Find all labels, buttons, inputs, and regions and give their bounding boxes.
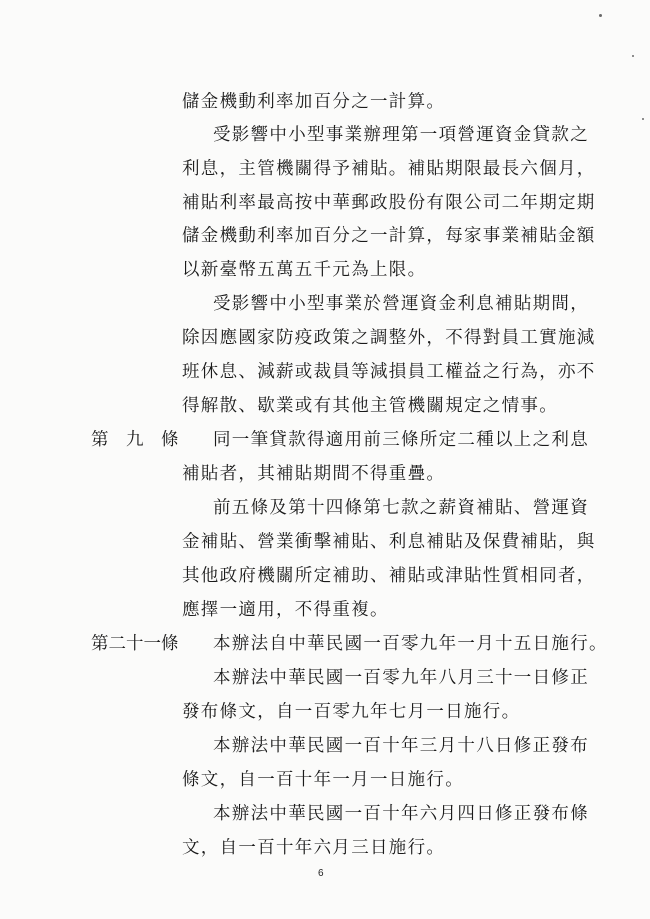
text-line-19: 發布條文，自一百零九年七月一日施行。 (182, 702, 521, 722)
text-line-20: 本辦法中華民國一百十年三月十八日修正發布 (213, 736, 589, 756)
text-line-22: 本辦法中華民國一百十年六月四日修正發布條 (213, 804, 589, 824)
text-line-2: 受影響中小型事業辦理第一項營運資金貸款之 (213, 125, 589, 145)
text-line-10: 得解散、歇業或有其他主管機關規定之情事。 (182, 396, 558, 416)
text-line-18: 本辦法中華民國一百零九年八月三十一日修正 (213, 668, 589, 688)
text-line-5: 儲金機動利率加百分之一計算，每家事業補貼金額 (182, 226, 596, 246)
text-line-1: 儲金機動利率加百分之一計算。 (182, 92, 446, 112)
scan-speck (632, 55, 634, 57)
text-line-3: 利息，主管機關得予補貼。補貼期限最長六個月， (182, 159, 596, 179)
text-line-23: 文，自一百十年六月三日施行。 (182, 838, 446, 858)
article-label-9: 第 九 條 (91, 430, 179, 450)
text-line-17: 本辦法自中華民國一百零九年一月十五日施行。 (213, 634, 608, 654)
text-line-11: 同一筆貸款得適用前三條所定二種以上之利息 (213, 430, 589, 450)
article-label-21: 第二十一條 (91, 634, 179, 654)
text-line-4: 補貼利率最高按中華郵政股份有限公司二年期定期 (182, 193, 596, 213)
scan-speck (599, 14, 602, 17)
page-number: 6 (318, 868, 324, 879)
text-line-6: 以新臺幣五萬五千元為上限。 (182, 260, 427, 280)
text-line-21: 條文，自一百十年一月一日施行。 (182, 770, 464, 790)
text-line-13: 前五條及第十四條第七款之薪資補貼、營運資 (213, 498, 589, 518)
text-line-9: 班休息、減薪或裁員等減損員工權益之行為，亦不 (182, 362, 596, 382)
text-line-15: 其他政府機關所定補助、補貼或津貼性質相同者， (182, 566, 596, 586)
text-line-14: 金補貼、營業衝擊補貼、利息補貼及保費補貼，與 (182, 532, 596, 552)
text-line-16: 應擇一適用，不得重複。 (182, 600, 389, 620)
scan-speck (642, 118, 644, 120)
text-line-8: 除因應國家防疫政策之調整外，不得對員工實施減 (182, 328, 596, 348)
text-line-12: 補貼者，其補貼期間不得重疊。 (182, 464, 446, 484)
text-line-7: 受影響中小型事業於營運資金利息補貼期間， (213, 294, 589, 314)
